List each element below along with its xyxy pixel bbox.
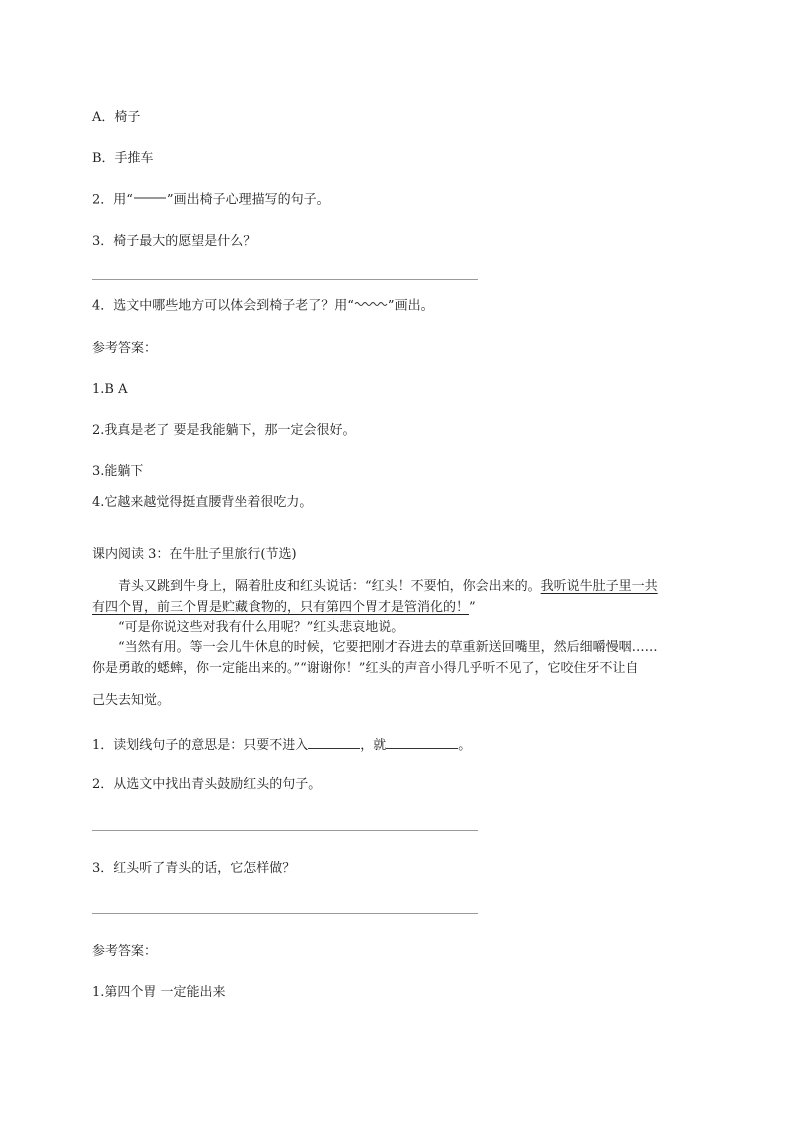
underlined-sentence: 我听说牛肚子里一共	[540, 579, 658, 594]
answer-item: 1.B A	[92, 382, 128, 397]
option-b: B．手推车	[92, 151, 154, 166]
passage-paragraph: “当然有用。等一会儿牛休息的时候，它要把刚才吞进去的草重新送回嘴里，然后细嚼慢咽……	[118, 640, 658, 655]
question-2: 2．从选文中找出青头鼓励红头的句子。	[92, 777, 322, 792]
passage-paragraph-cont	[92, 597, 712, 618]
answer-line	[92, 913, 478, 914]
underlined-sentence: 有四个胃，前三个胃是贮藏食物的，只有第四个胃才是管消化的！	[92, 600, 470, 615]
answer-item: 3.能躺下	[92, 464, 144, 479]
passage-paragraph-cont: 己失去知觉。	[92, 693, 171, 708]
question-3: 3．红头听了青头的话，它怎样做？	[92, 861, 296, 876]
straight-line-symbol	[133, 191, 167, 209]
question-1	[92, 735, 471, 755]
passage-paragraph	[92, 576, 712, 597]
answer-line	[92, 830, 478, 831]
question-1-text: 。	[458, 738, 472, 753]
question-2	[92, 191, 330, 210]
question-1-text: 1．读划线句子的意思是：只要不进入	[92, 738, 309, 753]
fill-blank[interactable]	[386, 735, 458, 749]
wavy-line-symbol	[354, 297, 388, 315]
answer-item: 1.第四个胃 一定能出来	[92, 985, 226, 1000]
answer-item: 4.它越来越觉得挺直腰背坐着很吃力。	[92, 495, 313, 510]
question-2-suffix: ”画出椅子心理描写的句子。	[166, 192, 330, 208]
question-4	[92, 297, 434, 316]
question-4-prefix: 4．选文中哪些地方可以体会到椅子老了？用“	[92, 298, 354, 314]
answers-title: 参考答案：	[92, 341, 158, 356]
question-3: 3．椅子最大的愿望是什么？	[92, 234, 257, 249]
question-2-prefix: 2．用“	[92, 192, 133, 208]
section-title: 课内阅读 3：在牛肚子里旅行(节选)	[92, 547, 297, 562]
answer-item: 2.我真是老了 要是我能躺下，那一定会很好。	[92, 423, 356, 438]
fill-blank[interactable]	[308, 735, 360, 749]
passage-text: 青头又跳到牛身上，隔着肚皮和红头说话：“红头！不要怕，你会出来的。	[118, 579, 541, 594]
answer-line	[92, 279, 478, 280]
question-1-text: ，就	[360, 738, 387, 753]
passage-paragraph-cont: 你是勇敢的蟋蟀，你一定能出来的。”“谢谢你！”红头的声音小得几乎听不见了，它咬住牙不让自	[92, 661, 639, 676]
answers-title: 参考答案：	[92, 944, 158, 959]
passage-paragraph: “可是你说这些对我有什么用呢？”红头悲哀地说。	[118, 620, 405, 635]
question-4-suffix: ”画出。	[387, 298, 434, 314]
option-a: A．椅子	[92, 110, 141, 125]
passage-text: ”	[469, 600, 476, 615]
